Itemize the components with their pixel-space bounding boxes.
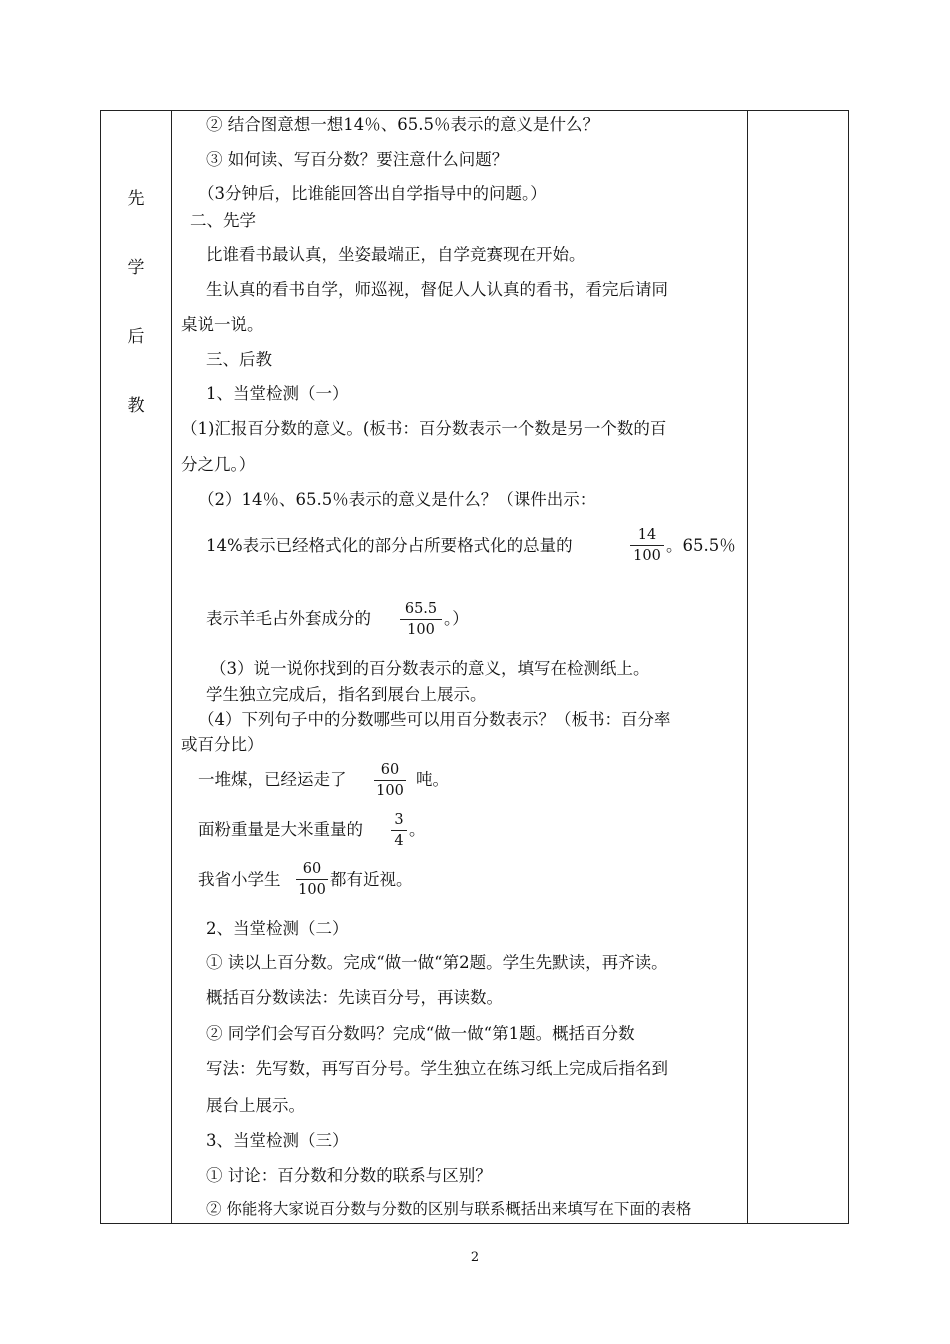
body-line: 学生独立完成后，指名到展台上展示。 bbox=[206, 685, 487, 704]
body-line: 写法：先写数，再写百分号。学生独立在练习纸上完成后指名到 bbox=[206, 1059, 668, 1078]
body-line: ① 读以上百分数。完成“做一做“第2题。学生先默读，再齐读。 bbox=[206, 953, 668, 972]
body-line: 14%表示已经格式化的部分占所要格式化的总量的 bbox=[206, 536, 573, 555]
side-label-char: 学 bbox=[127, 258, 145, 278]
fraction-bar bbox=[630, 545, 664, 546]
section-heading: 三、后教 bbox=[206, 350, 272, 369]
body-line: （2）14％、65.5％表示的意义是什么？（课件出示： bbox=[198, 490, 597, 509]
subsection-heading: 2、当堂检测（二） bbox=[206, 919, 349, 938]
body-line: ② 结合图意想一想14％、65.5％表示的意义是什么？ bbox=[206, 115, 599, 134]
fraction-numerator: 60 bbox=[380, 762, 400, 778]
side-label-char: 先 bbox=[127, 189, 145, 209]
body-line: 。 bbox=[409, 820, 426, 839]
body-line: （1)汇报百分数的意义。(板书：百分数表示一个数是另一个数的百 bbox=[181, 419, 667, 438]
column-divider-right bbox=[747, 111, 748, 1223]
body-line: 面粉重量是大米重量的 bbox=[198, 820, 363, 839]
fraction-bar bbox=[374, 780, 406, 781]
fraction-numerator: 60 bbox=[302, 861, 322, 877]
body-line: 。） bbox=[444, 609, 469, 628]
fraction-denominator: 100 bbox=[407, 622, 435, 638]
body-line: 或百分比） bbox=[181, 735, 264, 754]
body-line: 生认真的看书自学，师巡视，督促人人认真的看书，看完后请同 bbox=[206, 280, 668, 299]
body-line: （4）下列句子中的分数哪些可以用百分数表示？（板书：百分率 bbox=[198, 710, 671, 729]
body-line: 分之几。） bbox=[181, 455, 256, 474]
subsection-heading: 1、当堂检测（一） bbox=[206, 384, 349, 403]
fraction-bar bbox=[400, 619, 442, 620]
fraction bbox=[630, 527, 664, 564]
body-line: 一堆煤，已经运走了 bbox=[198, 770, 347, 789]
fraction-denominator: 100 bbox=[298, 882, 326, 898]
body-line: ② 你能将大家说百分数与分数的区别与联系概括出来填写在下面的表格 bbox=[206, 1200, 692, 1218]
fraction bbox=[374, 762, 406, 799]
fraction-numerator: 14 bbox=[637, 527, 657, 543]
body-line: 比谁看书最认真，坐姿最端正，自学竞赛现在开始。 bbox=[206, 245, 586, 264]
section-heading: 二、先学 bbox=[190, 211, 256, 230]
subsection-heading: 3、当堂检测（三） bbox=[206, 1131, 349, 1150]
column-divider-left bbox=[171, 111, 172, 1223]
fraction-denominator: 100 bbox=[376, 783, 404, 799]
body-line: （3分钟后，比谁能回答出自学指导中的问题。） bbox=[198, 184, 547, 203]
side-label-char: 教 bbox=[127, 396, 145, 416]
body-line: 。65.5％ bbox=[666, 536, 736, 555]
body-line: 我省小学生 bbox=[198, 870, 281, 889]
body-line: 桌说一说。 bbox=[181, 315, 264, 334]
fraction bbox=[400, 601, 442, 638]
body-line: （3）说一说你找到的百分数表示的意义，填写在检测纸上。 bbox=[210, 659, 650, 678]
fraction bbox=[296, 861, 328, 898]
fraction-bar bbox=[391, 830, 407, 831]
body-line: ① 讨论：百分数和分数的联系与区别？ bbox=[206, 1166, 492, 1185]
body-line: 概括百分数读法：先读百分号，再读数。 bbox=[206, 988, 503, 1007]
body-line: ② 同学们会写百分数吗？完成“做一做“第1题。概括百分数 bbox=[206, 1024, 635, 1043]
fraction-denominator: 4 bbox=[394, 833, 404, 849]
body-line: 表示羊毛占外套成分的 bbox=[206, 609, 371, 628]
body-line: 都有近视。 bbox=[330, 870, 413, 889]
fraction-numerator: 65.5 bbox=[404, 601, 438, 617]
body-line: 展台上展示。 bbox=[206, 1096, 305, 1115]
fraction-denominator: 100 bbox=[633, 548, 661, 564]
fraction bbox=[391, 812, 407, 849]
body-line: ③ 如何读、写百分数？要注意什么问题？ bbox=[206, 150, 509, 169]
fraction-numerator: 3 bbox=[394, 812, 404, 828]
body-line: 吨。 bbox=[416, 770, 449, 789]
side-label-char: 后 bbox=[127, 327, 145, 347]
page-number: 2 bbox=[470, 1250, 480, 1265]
fraction-bar bbox=[296, 879, 328, 880]
